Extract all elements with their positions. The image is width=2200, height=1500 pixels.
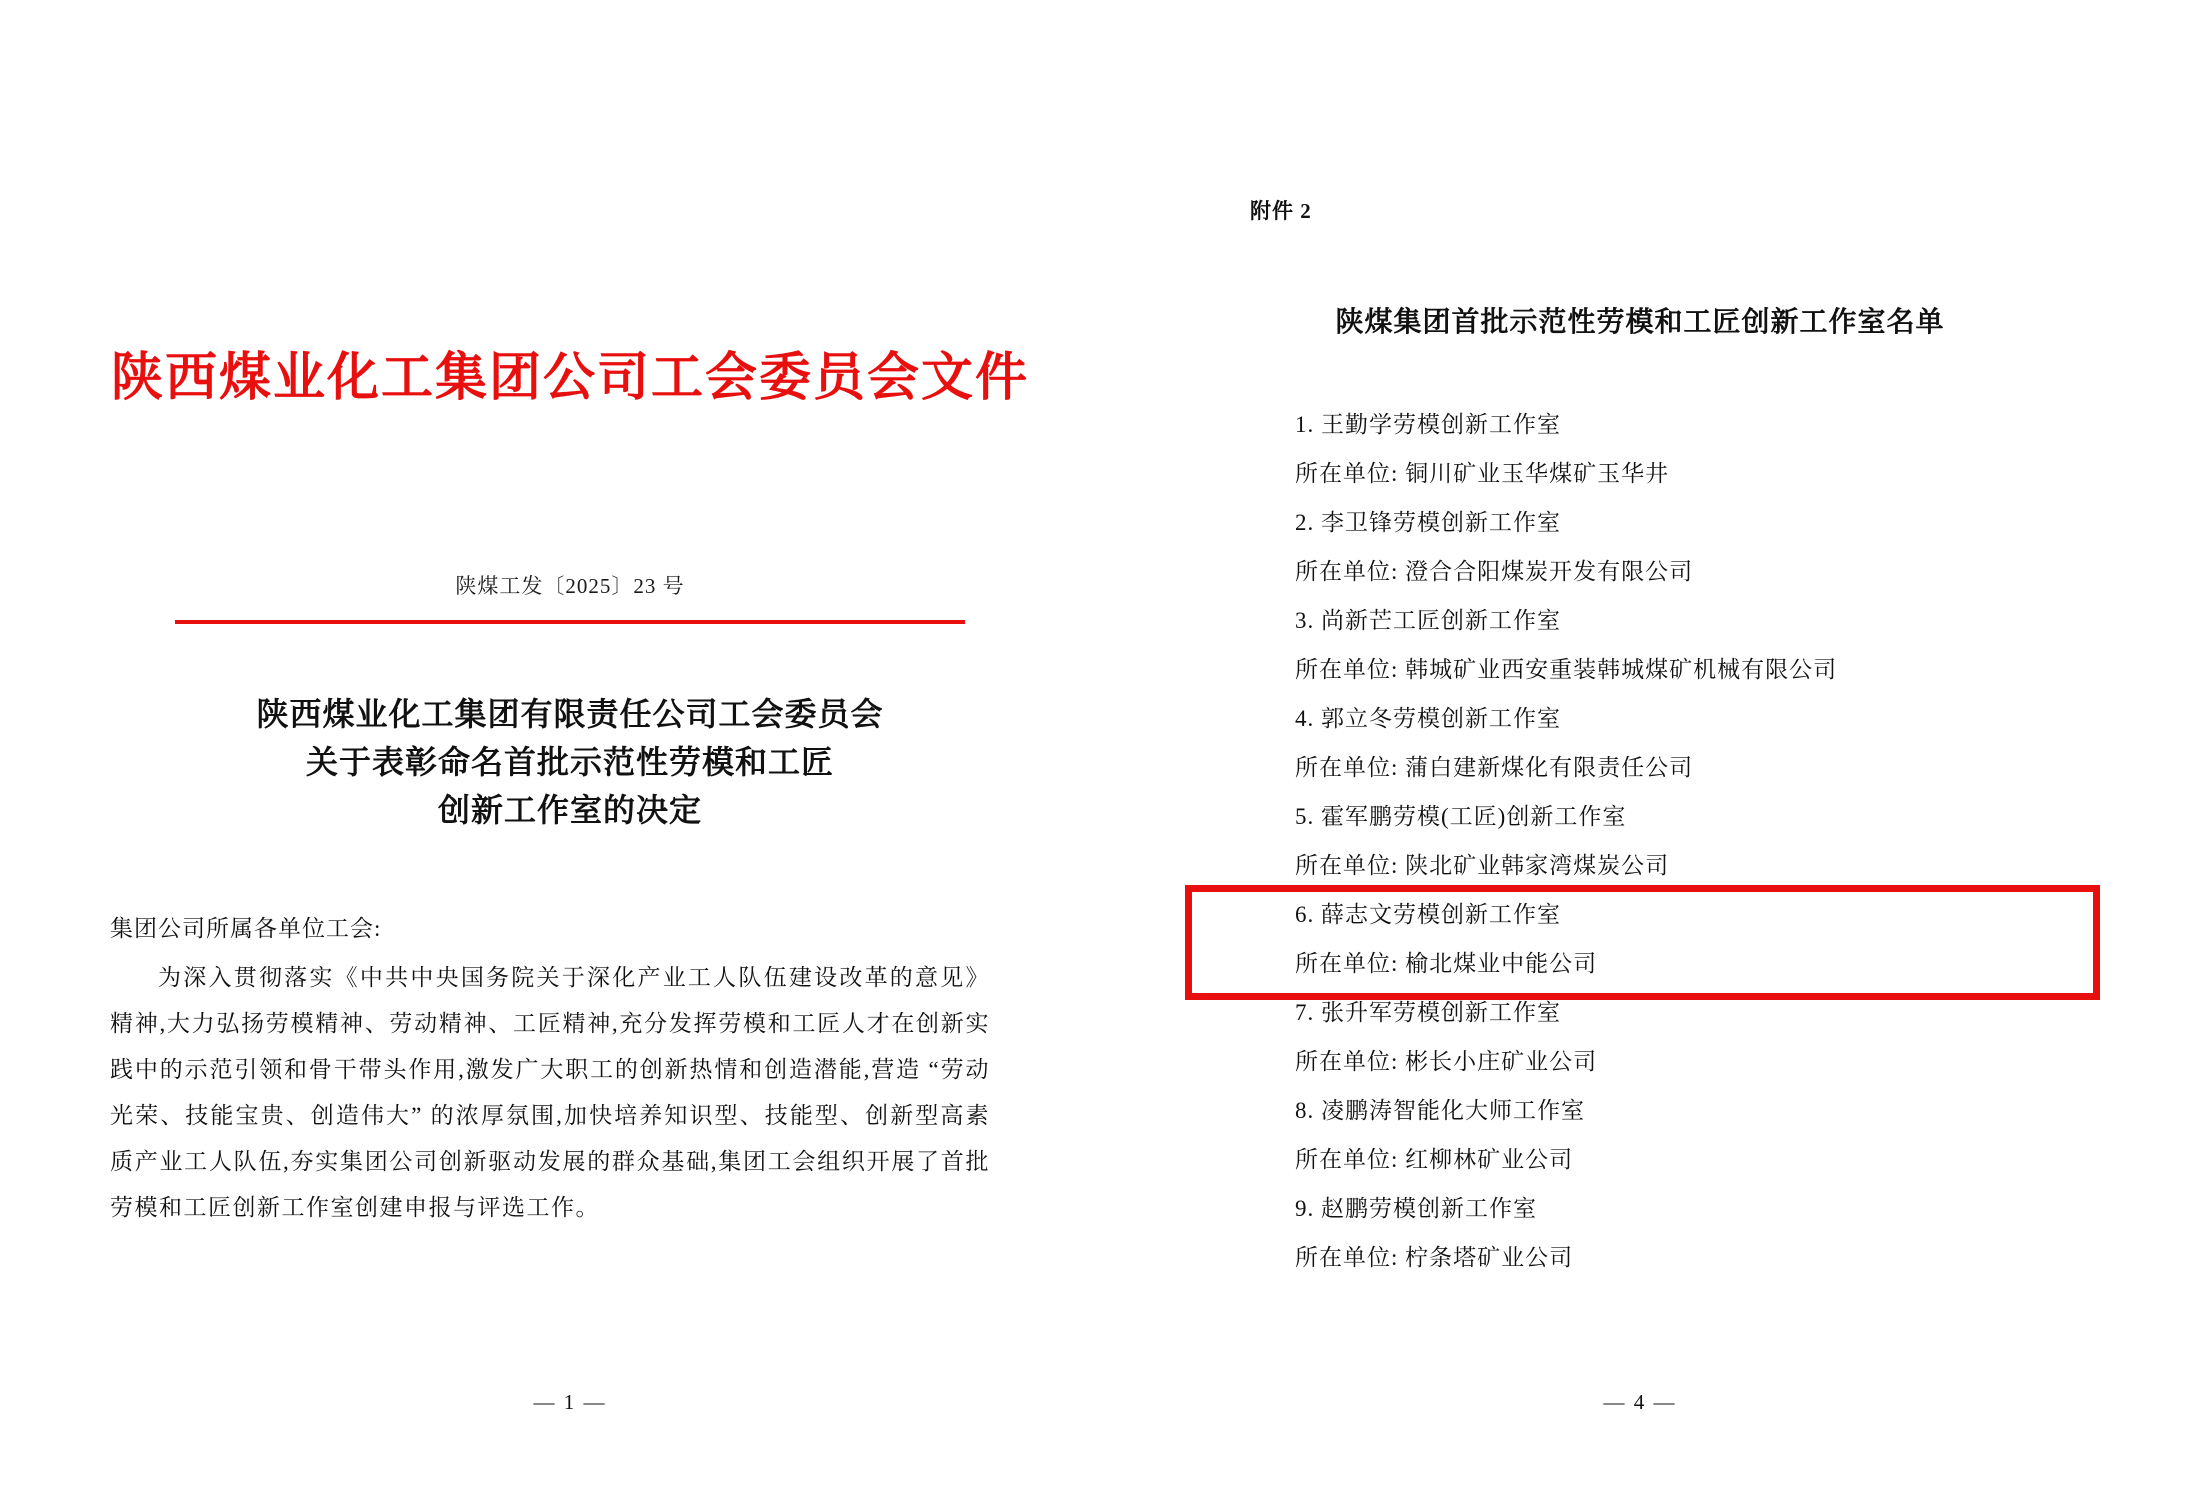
workroom-name: 8. 凌鹏涛智能化大师工作室 — [1295, 1098, 1585, 1123]
workroom-unit: 所在单位: 韩城矿业西安重装韩城煤矿机械有限公司 — [1295, 657, 1838, 682]
document-page-left — [90, 30, 1050, 1470]
list-item — [1295, 400, 2085, 498]
workroom-name: 5. 霍军鹏劳模(工匠)创新工作室 — [1295, 804, 1627, 829]
document-page-right — [1190, 30, 2090, 1470]
workroom-name: 6. 薛志文劳模创新工作室 — [1295, 902, 1561, 927]
workroom-name: 9. 赵鹏劳模创新工作室 — [1295, 1196, 1537, 1221]
page-number-right: — 4 — — [1603, 1390, 1677, 1414]
workroom-entry-list — [1295, 400, 2085, 1282]
list-item — [1295, 792, 2085, 890]
red-divider-line — [175, 620, 965, 624]
document-heading: 陕西煤业化工集团有限责任公司工会委员会 关于表彰命名首批示范性劳模和工匠 创新工作室的决定 — [256, 696, 884, 828]
workroom-unit: 所在单位: 陕北矿业韩家湾煤炭公司 — [1295, 853, 1670, 878]
workroom-unit: 所在单位: 蒲白建新煤化有限责任公司 — [1295, 755, 1694, 780]
document-body-paragraph: 为深入贯彻落实《中共中央国务院关于深化产业工人队伍建设改革的意见》精神,大力弘扬劳模精神、劳动精神、工匠精神,充分发挥劳模和工匠人才在创新实践中的示范引领和骨干带头作用,激发广大职工的创新热情和创造潜能,营造 “劳动光荣、技能宝贵、创造伟大” 的浓厚氛围,加快培养知识型、技能型、创新型高素质产业工人队伍,夯实集团公司创新驱动发展的群众基础,集团工会组织开展了首批劳模和工匠创新工作室创建申报与评选工作。 — [110, 965, 990, 1220]
list-item — [1295, 596, 2085, 694]
list-item — [1295, 988, 2085, 1086]
workroom-unit: 所在单位: 澄合合阳煤炭开发有限公司 — [1295, 559, 1694, 584]
list-item — [1295, 694, 2085, 792]
document-red-title: 陕西煤业化工集团公司工会委员会文件 — [110, 350, 1029, 407]
workroom-name: 2. 李卫锋劳模创新工作室 — [1295, 510, 1561, 535]
list-item — [1295, 890, 2085, 988]
list-item — [1295, 1184, 2085, 1282]
workroom-unit: 所在单位: 彬长小庄矿业公司 — [1295, 1049, 1598, 1074]
document-number: 陕煤工发〔2025〕23 号 — [455, 574, 685, 598]
attachment-label: 附件 2 — [1250, 199, 1312, 223]
workroom-unit: 所在单位: 红柳林矿业公司 — [1295, 1147, 1574, 1172]
workroom-name: 7. 张升军劳模创新工作室 — [1295, 1000, 1561, 1025]
workroom-unit: 所在单位: 铜川矿业玉华煤矿玉华井 — [1295, 461, 1670, 486]
workroom-unit: 所在单位: 柠条塔矿业公司 — [1295, 1245, 1574, 1270]
workroom-name: 3. 尚新芒工匠创新工作室 — [1295, 608, 1561, 633]
workroom-name: 1. 王勤学劳模创新工作室 — [1295, 412, 1561, 437]
page-number-left: — 1 — — [533, 1390, 607, 1414]
list-item — [1295, 1086, 2085, 1184]
list-item — [1295, 498, 2085, 596]
workroom-unit: 所在单位: 榆北煤业中能公司 — [1295, 951, 1598, 976]
list-title: 陕煤集团首批示范性劳模和工匠创新工作室名单 — [1335, 307, 1945, 338]
workroom-name: 4. 郭立冬劳模创新工作室 — [1295, 706, 1561, 731]
document-salutation: 集团公司所属各单位工会: — [110, 916, 382, 941]
